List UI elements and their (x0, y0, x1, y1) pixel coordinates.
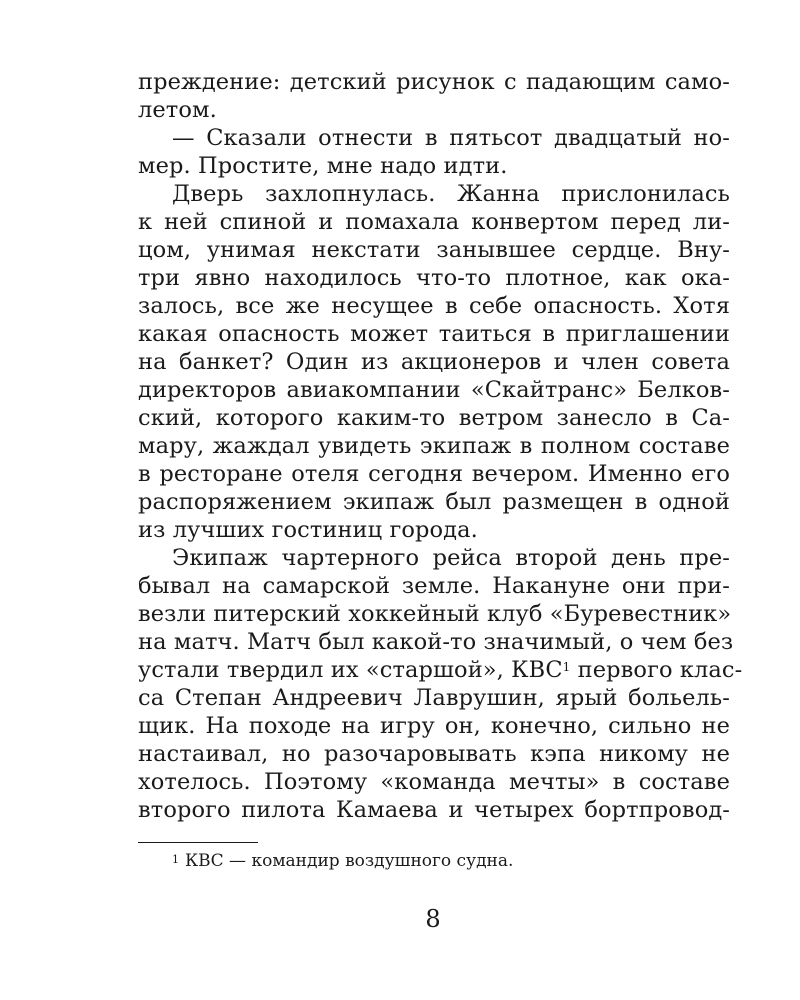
text-line: цом, унимая некстати занывшее сердце. Вну- (138, 237, 730, 263)
footnote-mark: 1 (172, 853, 179, 866)
text-line: три явно находилось что-то плотное, как ока- (138, 265, 730, 291)
text-line: залось, все же несущее в себе опасность. Хотя (138, 293, 730, 319)
text-line: мер. Простите, мне надо идти. (138, 153, 508, 179)
text-line: распоряжением экипаж был размещен в одной (138, 489, 730, 515)
text-line: директоров авиакомпании «Скайтранс» Белков- (138, 377, 730, 403)
text-line: ский, которого каким-то ветром занесло в Са- (138, 405, 730, 431)
text-line: Экипаж чартерного рейса второй день пре- (172, 545, 730, 571)
text-fragment: первого клас- (570, 657, 743, 683)
footnote (172, 850, 513, 872)
footnote-reference[interactable]: 1 (562, 660, 571, 674)
text-line: щик. На походе на игру он, конечно, сильно не (138, 713, 730, 739)
page-number: 8 (425, 905, 441, 933)
text-line: настаивал, но разочаровывать кэпа никому не (138, 741, 730, 767)
text-line: са Степан Андреевич Лаврушин, ярый больель- (138, 685, 730, 711)
text-line: какая опасность может таиться в приглашении (138, 321, 730, 347)
text-line: мару, жаждал увидеть экипаж в полном составе (138, 433, 730, 459)
text-fragment: устали твердил их «старшой», КВС (138, 657, 563, 683)
text-line: — Сказали отнести в пятьсот двадцатый но- (172, 125, 730, 151)
text-line: второго пилота Камаева и четырех бортпровод- (138, 797, 730, 823)
text-line: к ней спиной и помахала конвертом перед ли- (138, 209, 730, 235)
footnote-divider (138, 842, 258, 843)
text-line: в ресторане отеля сегодня вечером. Именно его (138, 461, 730, 487)
text-line: из лучших гостиниц города. (138, 517, 478, 543)
footnote-text: КВС — командир воздушного судна. (185, 851, 514, 871)
text-line: на банкет? Один из акционеров и член совета (138, 349, 730, 375)
text-line: хотелось. Поэтому «команда мечты» в составе (138, 769, 730, 795)
text-line: везли питерский хоккейный клуб «Буревестник» (138, 601, 732, 627)
text-line: Дверь захлопнулась. Жанна прислонилась (172, 181, 730, 207)
text-line: летом. (138, 97, 217, 123)
text-line: бывал на самарской земле. Накануне они при- (138, 573, 730, 599)
text-line-with-footnote (138, 656, 743, 684)
text-line: на матч. Матч был какой-то значимый, о чем без (138, 629, 734, 655)
text-line: преждение: детский рисунок с падающим само- (138, 69, 730, 95)
